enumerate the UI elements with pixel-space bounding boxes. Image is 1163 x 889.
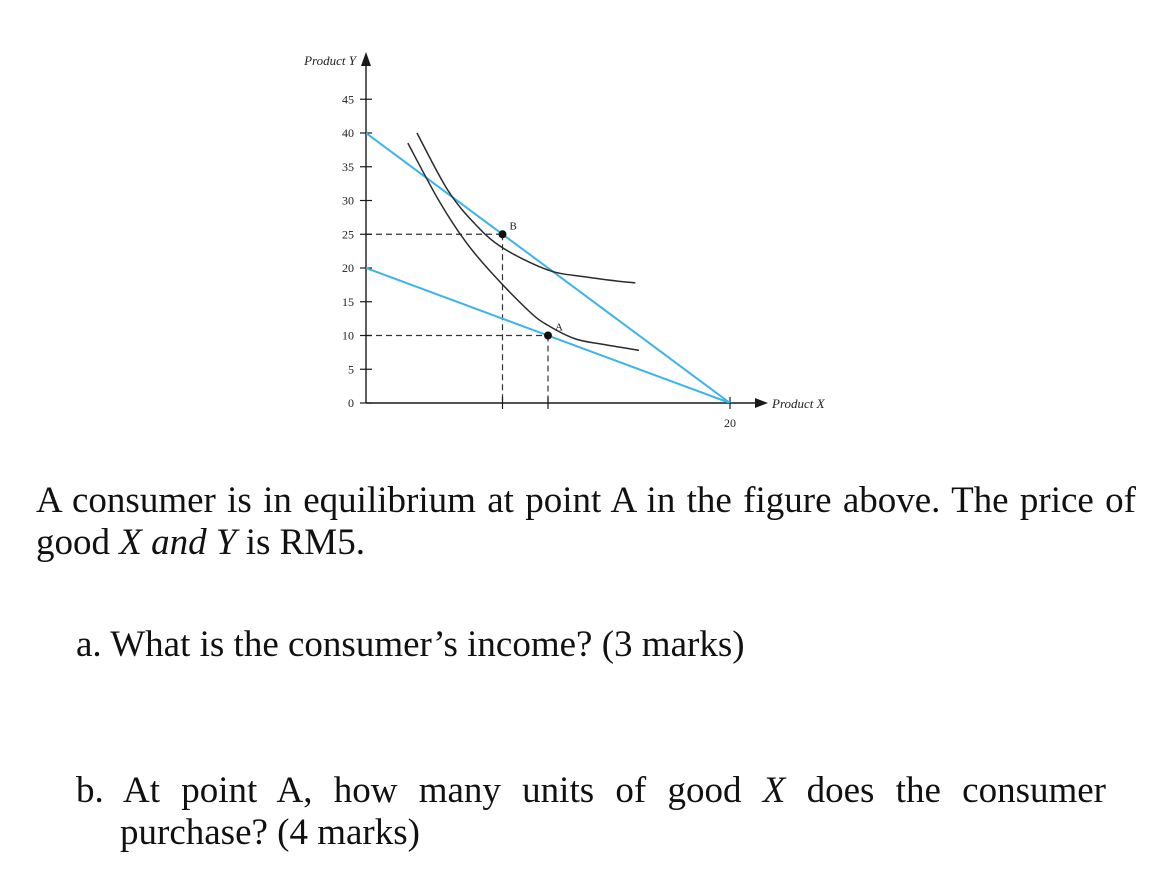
axes xyxy=(303,52,826,411)
y-tick-label: 40 xyxy=(342,126,354,140)
guide-lines xyxy=(366,234,548,409)
y-tick-label: 15 xyxy=(342,294,354,309)
indifference-curves xyxy=(408,133,639,350)
question-b-text-1: b. At point A, how many units of good xyxy=(76,770,763,811)
question-a xyxy=(76,624,1136,666)
question-b-text-2: does the consumer purchase? (4 marks) xyxy=(120,770,1106,853)
intro-good-y: Y xyxy=(215,522,237,563)
equilibrium-point xyxy=(544,332,552,340)
y-tick-label: 45 xyxy=(342,92,354,107)
question-intro xyxy=(36,480,1136,564)
intro-text-2: is RM5. xyxy=(236,522,365,563)
y-tick-label: 35 xyxy=(342,159,354,174)
x-axis-title: Product X xyxy=(772,396,825,411)
y-tick-label: 30 xyxy=(342,193,354,208)
indifference-curve xyxy=(417,133,635,283)
y-axis-title: Product Y xyxy=(304,53,356,68)
point-label: A xyxy=(555,321,563,334)
y-tick-label: 25 xyxy=(342,227,354,242)
point-label: B xyxy=(509,220,517,233)
equilibrium-point xyxy=(499,230,507,238)
y-tick-label: 0 xyxy=(348,396,354,410)
y-tick-label: 20 xyxy=(342,261,354,275)
intro-text-1: A consumer is in equilibrium at point A in the figure above. The price of good xyxy=(36,480,1136,563)
y-axis-arrow xyxy=(361,52,371,66)
question-b xyxy=(76,770,1106,854)
intro-and: and xyxy=(141,522,216,563)
question-a-text: a. What is the consumer’s income? (3 marks) xyxy=(76,624,745,665)
budget-line xyxy=(366,133,730,403)
indifference-curve xyxy=(408,143,639,350)
intro-good-x: X xyxy=(119,522,142,563)
x-axis-arrow xyxy=(755,398,768,408)
y-tick-label: 5 xyxy=(348,362,354,377)
x-tick-label: 20 xyxy=(724,416,736,430)
question-b-good-x: X xyxy=(762,770,786,811)
y-tick-label: 10 xyxy=(342,328,354,343)
budget-lines xyxy=(366,133,730,403)
question-b-text xyxy=(76,770,1106,854)
